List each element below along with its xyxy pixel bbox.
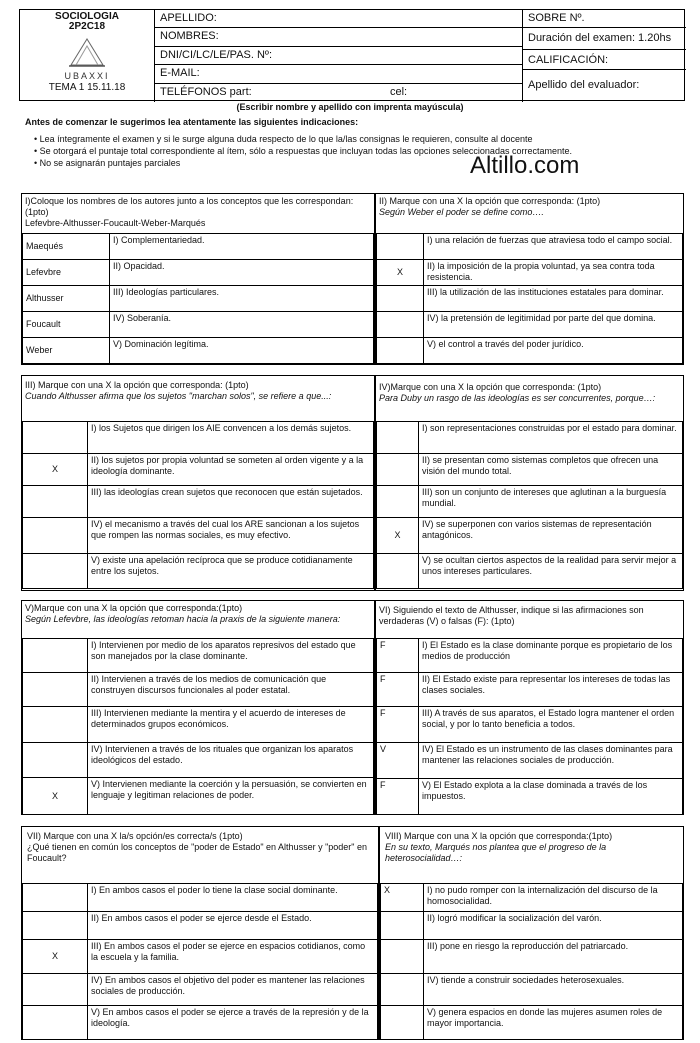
field-cel-label: cel: [390, 85, 408, 98]
question-4-table [376, 421, 683, 589]
table-row [377, 673, 683, 707]
question-4-subtitle: Para Duby un rasgo de las ideologías es ser concurrentes, porque…: [379, 392, 656, 403]
answer-cell[interactable]: F [377, 639, 419, 673]
table-row [381, 912, 683, 940]
question-6-table [376, 638, 683, 815]
question-2-title: II) Marque con una X la opción que corresponda: (1pto) [379, 196, 601, 206]
question-7-subtitle: ¿Qué tienen en común los conceptos de "poder de Estado" en Althusser y "poder" en Foucault? [27, 841, 367, 863]
answer-cell[interactable]: X [23, 454, 88, 486]
table-row [23, 1006, 378, 1040]
question-4-title: IV)Marque con una X la opción que corresponda: (1pto) [379, 382, 602, 392]
option-cell: IV) tiende a construir sociedades heterosexuales. [424, 974, 683, 1006]
question-1-authors: Lefevbre-Althusser-Foucault-Weber-Marqués [25, 217, 206, 228]
question-5 [21, 600, 375, 815]
answer-cell[interactable]: Weber [23, 338, 110, 364]
answer-cell[interactable] [381, 912, 424, 940]
question-1-title: I)Coloque los nombres de los autores junto a los conceptos que les correspondan:(1pto) [25, 196, 354, 217]
question-2-subtitle: Según Weber el poder se define como…. [379, 206, 544, 217]
question-2-header [376, 194, 683, 233]
option-cell: III) las ideologías crean sujetos que reconocen que están sujetados. [88, 486, 374, 518]
table-row [381, 884, 683, 912]
question-8-subtitle: En su texto, Marqués nos plantea que el progreso de la heterosocialidad…: [385, 841, 607, 863]
question-5-header [22, 601, 374, 638]
answer-cell[interactable]: X [23, 940, 88, 974]
table-row [23, 286, 374, 312]
option-cell: V) existe una apelación recíproca que se produce cotidianamente entre los sujetos. [88, 554, 374, 589]
answer-cell[interactable] [23, 884, 88, 912]
option-cell: III) pone en riesgo la reproducción del patriarcado. [424, 940, 683, 974]
answer-cell[interactable]: F [377, 673, 419, 707]
instruction-text: Se otorgará el puntaje total correspondiente al ítem, sólo a respuestas que incluyan todas las opciones seleccionadas correctamente. [39, 146, 572, 156]
question-1-table [22, 233, 374, 364]
concept-cell: I) Complementariedad. [110, 234, 374, 260]
answer-cell[interactable]: F [377, 707, 419, 743]
table-row [377, 422, 683, 454]
option-cell: II) logró modificar la socialización del varón. [424, 912, 683, 940]
option-cell: III) Intervienen mediante la mentira y el acuerdo de intereses de determinados grupos económicos. [88, 707, 374, 743]
answer-cell[interactable] [23, 743, 88, 778]
question-4-header [376, 376, 683, 421]
option-cell: II) se presentan como sistemas completos que ofrecen una visión del mundo total. [419, 454, 683, 486]
option-cell: IV) se superponen con varios sistemas de representación antagónicos. [419, 518, 683, 554]
field-email[interactable]: E-MAIL: [155, 65, 522, 83]
answer-cell[interactable] [377, 554, 419, 589]
question-4 [375, 375, 684, 591]
answer-cell[interactable] [23, 486, 88, 518]
field-dni[interactable]: DNI/CI/LC/LE/PAS. Nº: [155, 47, 522, 65]
table-row [23, 422, 374, 454]
instruction-item: • Lea íntegramente el examen y si le surge alguna duda respecto de lo que la/las consignas le requieren, consulte al docente [34, 134, 533, 144]
option-cell: III) A través de sus aparatos, el Estado logra mantener el orden social, y por lo tanto beneficia a todos. [419, 707, 683, 743]
answer-cell[interactable] [377, 454, 419, 486]
instruction-item: • No se asignarán puntajes parciales [34, 158, 181, 168]
option-cell: IV) El Estado es un instrumento de las clases dominantes para mantener las relaciones sociales de producción. [419, 743, 683, 779]
table-row [377, 743, 683, 779]
option-cell: V) El Estado explota a la clase dominada a través de los impuestos. [419, 779, 683, 815]
field-telefonos-label: TELÉFONOS part: [160, 85, 252, 98]
option-cell: III) son un conjunto de intereses que aglutinan a la burguesía mundial. [419, 486, 683, 518]
question-2-table [376, 233, 683, 364]
answer-cell[interactable] [23, 673, 88, 707]
table-row [377, 707, 683, 743]
answer-cell[interactable] [377, 286, 424, 312]
grade-field[interactable]: CALIFICACIÓN: [523, 50, 686, 70]
instructions-intro: Antes de comenzar le sugerimos lea atentamente las siguientes indicaciones: [25, 117, 359, 127]
question-3 [21, 375, 375, 591]
concept-cell: V) Dominación legítima. [110, 338, 374, 364]
option-cell: I) En ambos casos el poder lo tiene la clase social dominante. [88, 884, 378, 912]
logo-title: SOCIOLOGIA [55, 11, 119, 22]
table-row [23, 940, 378, 974]
table-row [23, 707, 374, 743]
answer-cell[interactable] [23, 422, 88, 454]
option-cell: III) la utilización de las instituciones estatales para dominar. [424, 286, 683, 312]
concept-cell: IV) Soberanía. [110, 312, 374, 338]
question-6 [375, 600, 684, 815]
table-row [381, 974, 683, 1006]
table-row [23, 312, 374, 338]
concept-cell: II) Opacidad. [110, 260, 374, 286]
answer-cell[interactable] [23, 518, 88, 554]
question-3-table [22, 421, 374, 589]
answer-cell[interactable] [381, 940, 424, 974]
answer-cell[interactable] [377, 422, 419, 454]
question-1-header [22, 194, 374, 233]
option-cell: II) Intervienen a través de los medios de comunicación que construyen discursos funcionales al poder estatal. [88, 673, 374, 707]
option-cell: I) no pudo romper con la internalización del discurso de la homosocialidad. [424, 884, 683, 912]
option-cell: I) son representaciones construidas por el estado para dominar. [419, 422, 683, 454]
table-row [377, 518, 683, 554]
logo-code: 2P2C18 [68, 21, 106, 32]
question-6-header [376, 601, 683, 638]
option-cell: V) En ambos casos el poder se ejerce a través de la represión y de la ideología. [88, 1006, 378, 1040]
table-row [23, 974, 378, 1006]
table-row [23, 234, 374, 260]
answer-cell[interactable] [23, 554, 88, 589]
answer-cell[interactable]: Foucault [23, 312, 110, 338]
answer-cell[interactable]: X [23, 778, 88, 815]
option-cell: III) En ambos casos el poder se ejerce en espacios cotidianos, como la escuela y la familia. [88, 940, 378, 974]
option-cell: V) genera espacios en donde las mujeres asumen roles de mayor importancia. [424, 1006, 683, 1040]
table-row [377, 486, 683, 518]
option-cell: IV) la pretensión de legitimidad por parte del que domina. [424, 312, 683, 338]
table-row [23, 518, 374, 554]
table-row [23, 554, 374, 589]
option-cell: II) En ambos casos el poder se ejerce desde el Estado. [88, 912, 378, 940]
question-7 [21, 826, 379, 1040]
table-row [23, 486, 374, 518]
answer-cell[interactable] [23, 974, 88, 1006]
name-note: (Escribir nombre y apellido con imprenta mayúscula) [236, 102, 464, 112]
table-row [377, 260, 683, 286]
answer-cell[interactable]: Maequés [23, 234, 110, 260]
question-8 [379, 826, 684, 1040]
table-row [377, 286, 683, 312]
table-row [23, 884, 378, 912]
table-row [377, 639, 683, 673]
question-5-subtitle: Según Lefevbre, las ideologías retoman hacia la praxis de la siguiente manera: [25, 613, 341, 624]
answer-cell[interactable] [377, 486, 419, 518]
answer-cell[interactable] [381, 974, 424, 1006]
answer-cell[interactable]: X [377, 518, 419, 554]
logo-block [20, 10, 155, 102]
exam-duration: Duración del examen: 1.20hs [523, 28, 686, 50]
table-row [23, 639, 374, 673]
question-7-table [22, 883, 378, 1040]
question-8-title: VIII) Marque con una X la opción que corresponda:(1pto) [385, 831, 613, 841]
sobre-number: SOBRE Nº. [523, 10, 686, 28]
answer-cell[interactable]: V [377, 743, 419, 779]
answer-cell[interactable] [377, 312, 424, 338]
ubaxxi-logo-icon [67, 35, 107, 69]
table-row [23, 454, 374, 486]
option-cell: I) los Sujetos que dirigen los AIE convencen a los demás sujetos. [88, 422, 374, 454]
question-2 [375, 193, 684, 365]
answer-cell[interactable] [23, 1006, 88, 1040]
table-row [381, 940, 683, 974]
question-7-header [22, 827, 378, 883]
option-cell: V) se ocultan ciertos aspectos de la realidad para servir mejor a unos intereses particulares. [419, 554, 683, 589]
exam-theme: TEMA 1 15.11.18 [48, 82, 126, 93]
field-nombres[interactable]: NOMBRES: [155, 28, 522, 46]
question-5-title: V)Marque con una X la opción que corresponda:(1pto) [25, 603, 243, 613]
table-row [377, 312, 683, 338]
table-row [381, 1006, 683, 1040]
table-row [23, 673, 374, 707]
question-6-title: VI) Siguiendo el texto de Althusser, indique si las afirmaciones son verdaderas (V) o falsas (F): (1pto) [379, 605, 644, 626]
concept-cell: III) Ideologías particulares. [110, 286, 374, 312]
table-row [23, 778, 374, 815]
table-row [377, 338, 683, 364]
option-cell: IV) En ambos casos el objetivo del poder es mantener las relaciones sociales de producción. [88, 974, 378, 1006]
answer-cell[interactable] [23, 639, 88, 673]
question-8-table [380, 883, 683, 1040]
table-row [377, 454, 683, 486]
answer-cell[interactable]: X [377, 260, 424, 286]
field-telefonos[interactable] [155, 84, 522, 102]
altillo-watermark: Altillo.com [470, 152, 580, 179]
answer-cell[interactable] [23, 707, 88, 743]
option-cell: IV) el mecanismo a través del cual los ARE sancionan a los sujetos que rompen las normas sociales, es muy efectivo. [88, 518, 374, 554]
option-cell: II) la imposición de la propia voluntad, ya sea contra toda resistencia. [424, 260, 683, 286]
question-3-subtitle: Cuando Althusser afirma que los sujetos "marchan solos", se refiere a que...: [25, 390, 332, 401]
table-row [23, 743, 374, 778]
exam-header [19, 9, 685, 101]
option-cell: II) El Estado existe para representar los intereses de todas las clases sociales. [419, 673, 683, 707]
question-3-title: III) Marque con una X la opción que corresponda: (1pto) [25, 380, 249, 390]
question-5-table [22, 638, 374, 815]
option-cell: I) El Estado es la clase dominante porque es propietario de los medios de producción [419, 639, 683, 673]
answer-cell[interactable]: Lefevbre [23, 260, 110, 286]
answer-cell[interactable]: X [381, 884, 424, 912]
answer-cell[interactable] [23, 912, 88, 940]
student-fields [155, 10, 523, 102]
instruction-text: No se asignarán puntajes parciales [39, 158, 181, 168]
option-cell: I) Intervienen por medio de los aparatos represivos del estado que son manejados por la clase dominante. [88, 639, 374, 673]
table-row [23, 912, 378, 940]
option-cell: I) una relación de fuerzas que atraviesa todo el campo social. [424, 234, 683, 260]
option-cell: IV) Intervienen a través de los rituales que organizan los aparatos ideológicos del estado. [88, 743, 374, 778]
answer-cell[interactable] [377, 234, 424, 260]
table-row [377, 234, 683, 260]
instruction-item: • Se otorgará el puntaje total correspondiente al ítem, sólo a respuestas que incluyan todas las opciones seleccionadas correctamente. [34, 146, 572, 156]
answer-cell[interactable]: F [377, 779, 419, 815]
question-1 [21, 193, 375, 365]
exam-info [523, 10, 686, 102]
question-7-title: VII) Marque con una X la/s opción/es correcta/s (1pto) [27, 831, 243, 841]
table-row [377, 554, 683, 589]
field-apellido[interactable]: APELLIDO: [155, 10, 522, 28]
answer-cell[interactable] [377, 338, 424, 364]
option-cell: V) el control a través del poder jurídico. [424, 338, 683, 364]
option-cell: V) Intervienen mediante la coerción y la persuasión, se convierten en lenguaje y legitiman relaciones de poder. [88, 778, 374, 815]
answer-cell[interactable] [381, 1006, 424, 1040]
question-8-header [380, 827, 683, 883]
question-3-header [22, 376, 374, 421]
table-row [23, 338, 374, 364]
logo-brand: UBAXXI [64, 71, 110, 81]
table-row [377, 779, 683, 815]
option-cell: II) los sujetos por propia voluntad se someten al orden vigente y a la ideología dominante. [88, 454, 374, 486]
evaluator-field[interactable]: Apellido del evaluador: [528, 79, 640, 91]
instruction-text: Lea íntegramente el examen y si le surge alguna duda respecto de lo que la/las consignas le requieren, consulte al docente [39, 134, 533, 144]
table-row [23, 260, 374, 286]
answer-cell[interactable]: Althusser [23, 286, 110, 312]
